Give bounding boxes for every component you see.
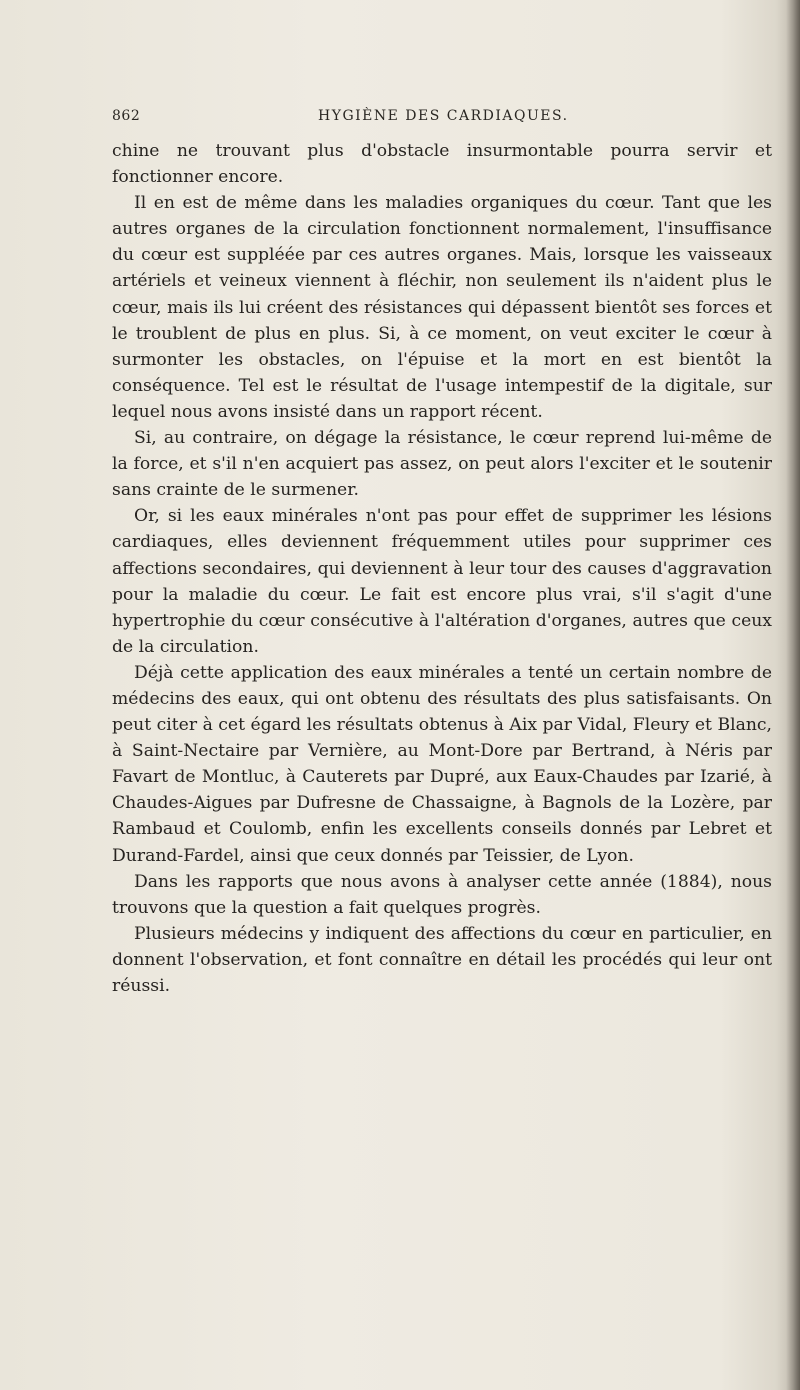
body-text	[112, 138, 772, 999]
page-number: 862	[112, 108, 141, 124]
paragraph-5: Déjà cette application des eaux minérales a tenté un certain nombre de médecins des eaux, qui ont obtenu des résultats des plus satisfaisants. On peut citer à cet égard les résultats obtenus à Aix par Vidal, Fleury et Blanc, à Saint-Nectaire par Vernière, au Mont-Dore par Bertrand, à Néris par Favart de Montluc, à Cauterets par Dupré, aux Eaux-Chaudes par Izarié, à Chaudes-Aigues par Dufresne de Chassaigne, à Bagnols de la Lozère, par Rambaud et Coulomb, enfin les excellents conseils donnés par Lebret et Durand-Fardel, ainsi que ceux donnés par Teissier, de Lyon.	[112, 662, 772, 866]
paragraph-7: Plusieurs médecins y indiquent des affections du cœur en particulier, en donnent l'observation, et font connaître en détail les procédés qui leur ont réussi.	[112, 923, 772, 996]
paragraph-6: Dans les rapports que nous avons à analyser cette année (1884), nous trouvons que la question a fait quelques progrès.	[112, 871, 772, 918]
page-edge-shadow	[786, 0, 800, 1390]
page-header	[112, 104, 772, 134]
paragraph-3: Si, au contraire, on dégage la résistance, le cœur reprend lui-même de la force, et s'il n'en acquiert pas assez, on peut alors l'exciter et le soutenir sans crainte de le surmener.	[112, 428, 772, 501]
paragraph-2: Il en est de même dans les maladies organiques du cœur. Tant que les autres organes de la circulation fonctionnent normalement, l'insuffisance du cœur est suppléée par ces autres organes. Mais, lorsque les vaisseaux artériels et veineux viennent à fléchir, non seulement ils n'aident plus le cœur, mais ils lui créent des résistances qui dépassent bientôt ses forces et le troublent de plus en plus. Si, à ce moment, on veut exciter le cœur à surmonter les obstacles, on l'épuise et la mort en est bientôt la conséquence. Tel est le résultat de l'usage intempestif de la digitale, sur lequel nous avons insisté dans un rapport récent.	[112, 193, 772, 422]
paragraph-4: Or, si les eaux minérales n'ont pas pour effet de supprimer les lésions cardiaques, elles deviennent fréquemment utiles pour supprimer ces affections secondaires, qui deviennent à leur tour des causes d'aggravation pour la maladie du cœur. Le fait est encore plus vrai, s'il s'agit d'une hypertrophie du cœur consécutive à l'altération d'organes, autres que ceux de la circulation.	[112, 506, 772, 657]
running-title: HYGIÈNE DES CARDIAQUES.	[318, 108, 569, 124]
paragraph-1: chine ne trouvant plus d'obstacle insurmontable pourra servir et fonctionner encore.	[112, 141, 772, 188]
